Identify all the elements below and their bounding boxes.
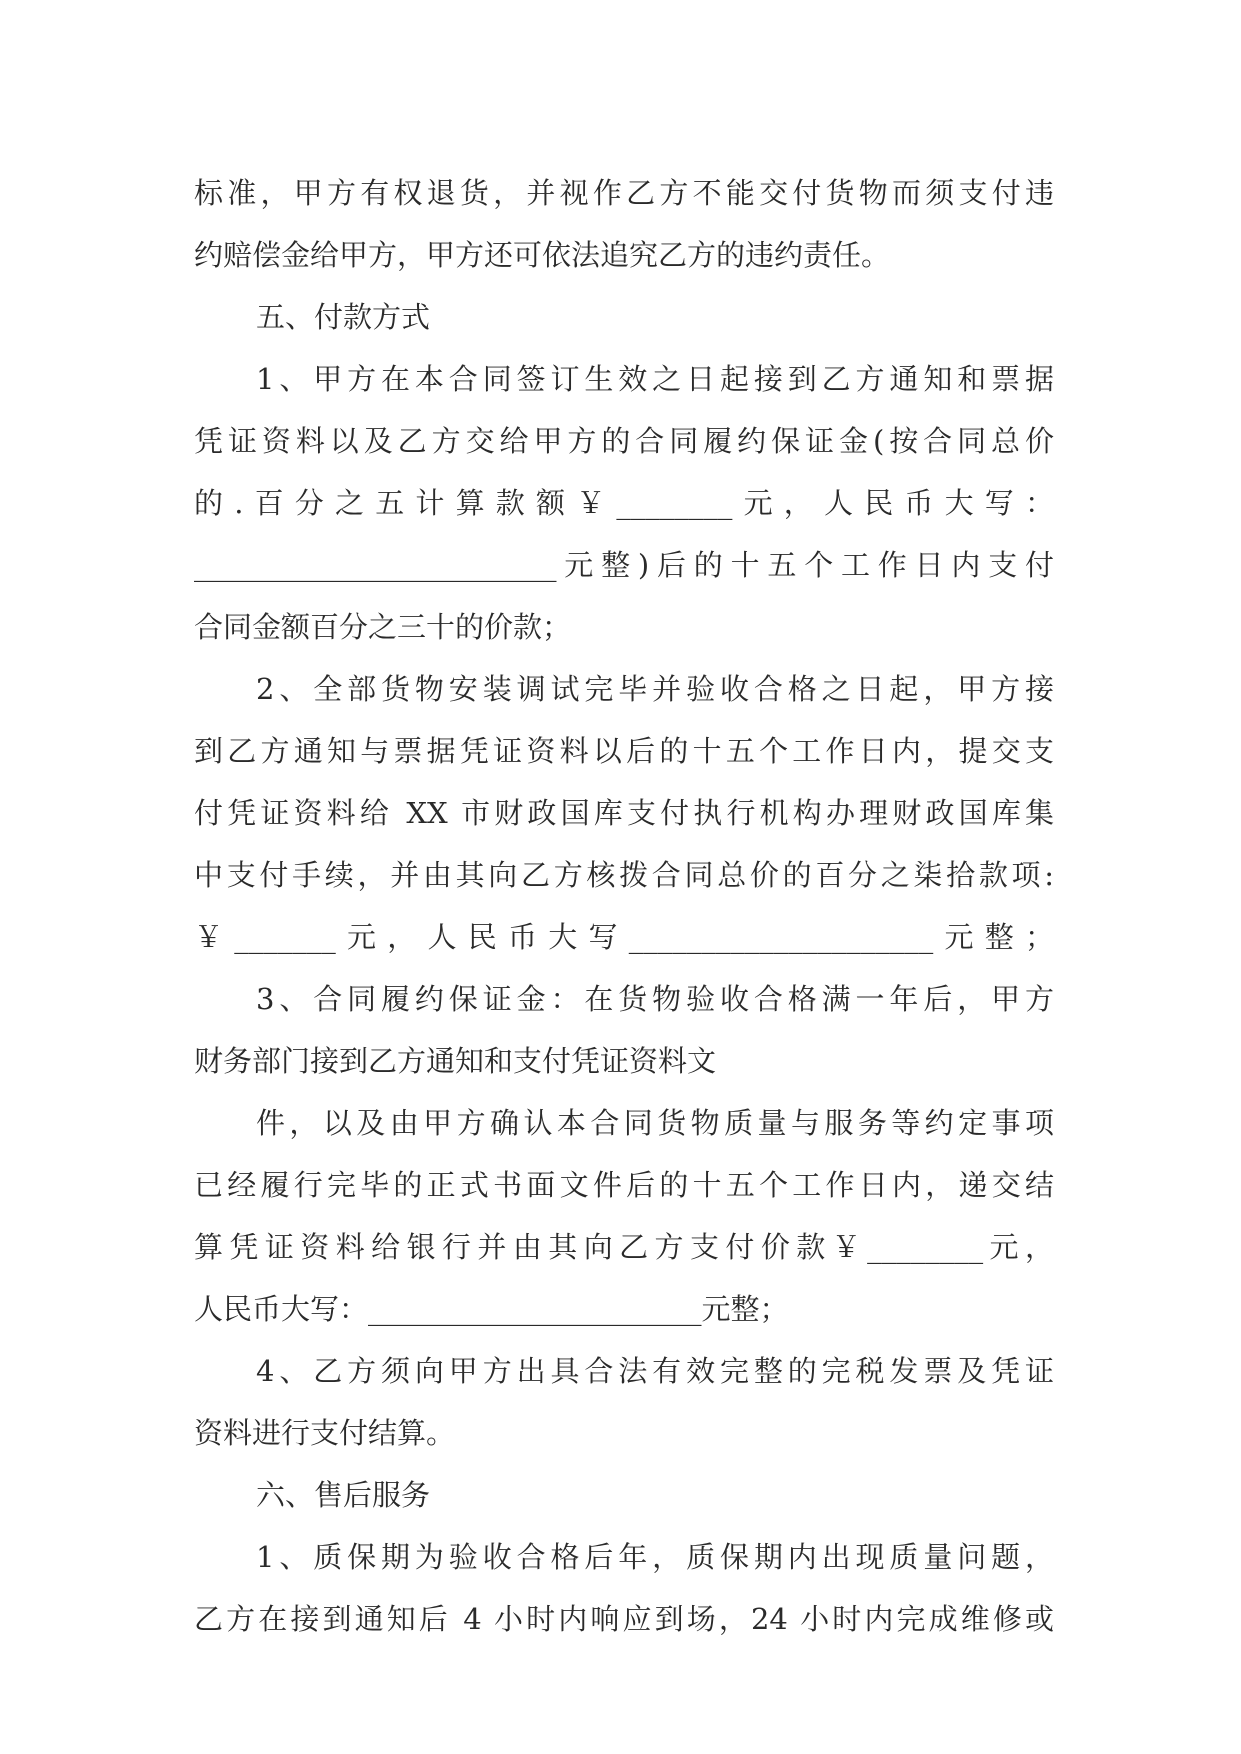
- text-line: 资料进行支付结算。: [194, 1416, 456, 1450]
- text-line: 标准，甲方有权退货，并视作乙方不能交付货物而须支付违: [194, 176, 1054, 210]
- text-line: 人民币大写：_______________________元整；: [194, 1292, 789, 1326]
- section-heading: 五、付款方式: [256, 300, 431, 334]
- text-line: 凭证资料以及乙方交给甲方的合同履约保证金(按合同总价: [194, 424, 1054, 458]
- text-line: ￥_______元，人民币大写_____________________元整；: [194, 920, 1054, 954]
- text-line: 付凭证资料给 XX 市财政国库支付执行机构办理财政国库集: [194, 796, 1054, 830]
- text-line: _________________________元整)后的十五个工作日内支付: [194, 548, 1054, 582]
- text-line: 合同金额百分之三十的价款；: [194, 610, 572, 644]
- contract-text: [194, 162, 1054, 1650]
- text-line: 中支付手续，并由其向乙方核拨合同总价的百分之柒拾款项:: [194, 858, 1054, 892]
- text-line: 财务部门接到乙方通知和支付凭证资料文: [194, 1044, 717, 1078]
- text-line: 3、合同履约保证金：在货物验收合格满一年后，甲方: [256, 982, 1054, 1016]
- text-line: 约赔偿金给甲方，甲方还可依法追究乙方的违约责任。: [194, 238, 891, 272]
- text-line: 4、乙方须向甲方出具合法有效完整的完税发票及凭证: [256, 1354, 1054, 1388]
- text-line: 1、质保期为验收合格后年，质保期内出现质量问题，: [256, 1540, 1054, 1574]
- text-line: 到乙方通知与票据凭证资料以后的十五个工作日内，提交支: [194, 734, 1054, 768]
- text-line: 件，以及由甲方确认本合同货物质量与服务等约定事项: [256, 1106, 1054, 1140]
- text-line: 1、甲方在本合同签订生效之日起接到乙方通知和票据: [256, 362, 1054, 396]
- text-line: 已经履行完毕的正式书面文件后的十五个工作日内，递交结: [194, 1168, 1054, 1202]
- section-heading: 六、售后服务: [256, 1478, 431, 1512]
- text-line: 的.百分之五计算款额￥________元，人民币大写：: [194, 486, 1054, 520]
- text-line: 算凭证资料给银行并由其向乙方支付价款￥________元，: [194, 1230, 1054, 1264]
- text-line: 2、全部货物安装调试完毕并验收合格之日起，甲方接: [256, 672, 1054, 706]
- text-line: 乙方在接到通知后 4 小时内响应到场，24 小时内完成维修或: [194, 1602, 1054, 1636]
